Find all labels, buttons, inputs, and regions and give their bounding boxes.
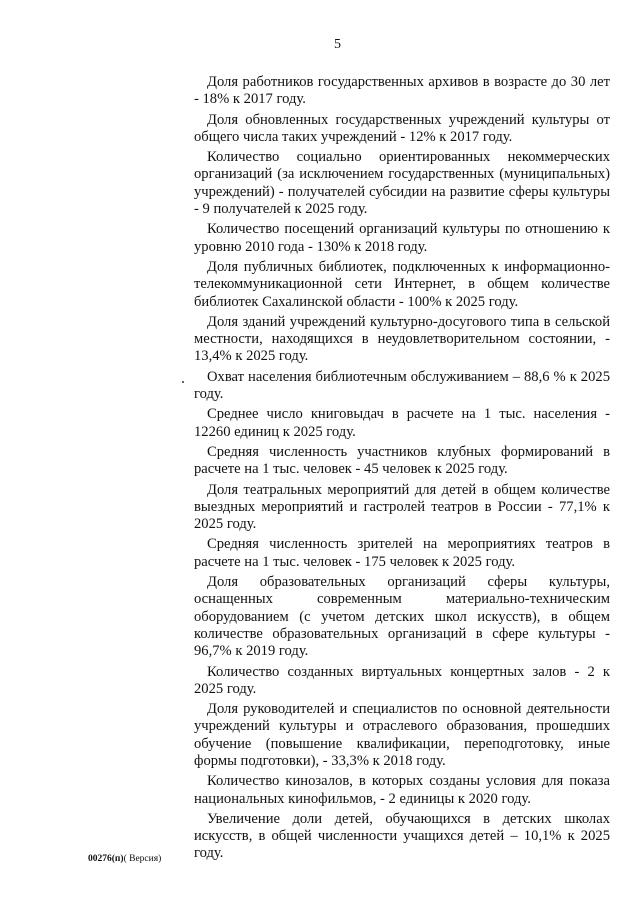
paragraph-visits: Количество посещений организаций культуры по отношению к уровню 2010 года - 130% к 2018 году. xyxy=(194,221,610,255)
paragraph-rural-buildings: Доля зданий учреждений культурно-досугового типа в сельской местности, находящихся в неудовлетворительном состоянии, - 13,4% к 2025 году. xyxy=(194,313,610,365)
paragraph-archive-staff: Доля работников государственных архивов в возрасте до 30 лет - 18% к 2017 году. xyxy=(194,74,610,108)
document-body xyxy=(194,74,610,866)
footer-code: 00276(п) xyxy=(88,854,124,864)
footer-version: ( Версия) xyxy=(123,854,162,864)
paragraph-art-schools-children: Увеличение доли детей, обучающихся в детских школах искусств, в общей численности учащихся детей – 10,1% к 2025 году. xyxy=(194,810,610,862)
paragraph-equipped-schools: Доля образовательных организаций сферы культуры, оснащенных современным материально-техническим оборудованием (с учетом детских школ искусств), в общем количестве образовательных организаций в сфере культуры - 96,7% к 2019 году. xyxy=(194,574,610,660)
paragraph-library-coverage: Охват населения библиотечным обслуживанием – 88,6 % к 2025 году. xyxy=(194,368,610,403)
paragraph-renewed-institutions: Доля обновленных государственных учреждений культуры от общего числа таких учреждений - 12% к 2017 году. xyxy=(194,111,610,145)
paragraph-book-loans: Среднее число книговыдач в расчете на 1 тыс. населения - 12260 единиц к 2025 году. xyxy=(194,406,610,440)
footer-document-code xyxy=(88,853,161,865)
paragraph-staff-training: Доля руководителей и специалистов по основной деятельности учреждений культуры и отраслевого образования, прошедших обучение (повышение квалификации, переподготовку, иные формы подготовки), - 33,3% к 2018 году. xyxy=(194,701,610,769)
paragraph-virtual-concert-halls: Количество созданных виртуальных концертных залов - 2 к 2025 году. xyxy=(194,663,610,697)
paragraph-nonprofit-organizations: Количество социально ориентированных некоммерческих организаций (за исключением государственных (муниципальных) учреждений) - получателей субсидии на развитие сферы культуры - 9 получателей к 2025 году. xyxy=(194,149,610,218)
paragraph-club-participants: Средняя численность участников клубных формирований в расчете на 1 тыс. человек - 45 человек к 2025 году. xyxy=(194,443,610,478)
paragraph-cinema-halls: Количество кинозалов, в которых созданы условия для показа национальных кинофильмов, - 2 единицы к 2020 году. xyxy=(194,773,610,807)
paragraph-libraries-internet: Доля публичных библиотек, подключенных к информационно-телекоммуникационной сети Интернет, в общем количестве библиотек Сахалинской области - 100% к 2025 году. xyxy=(194,258,610,310)
scan-speck xyxy=(182,381,184,383)
page-number: 5 xyxy=(334,37,341,52)
paragraph-children-theater-events: Доля театральных мероприятий для детей в общем количестве выездных мероприятий и гастролей театров в России - 77,1% к 2025 году. xyxy=(194,481,610,533)
paragraph-theater-audience: Средняя численность зрителей на мероприятиях театров в расчете на 1 тыс. человек - 175 человек к 2025 году. xyxy=(194,536,610,570)
